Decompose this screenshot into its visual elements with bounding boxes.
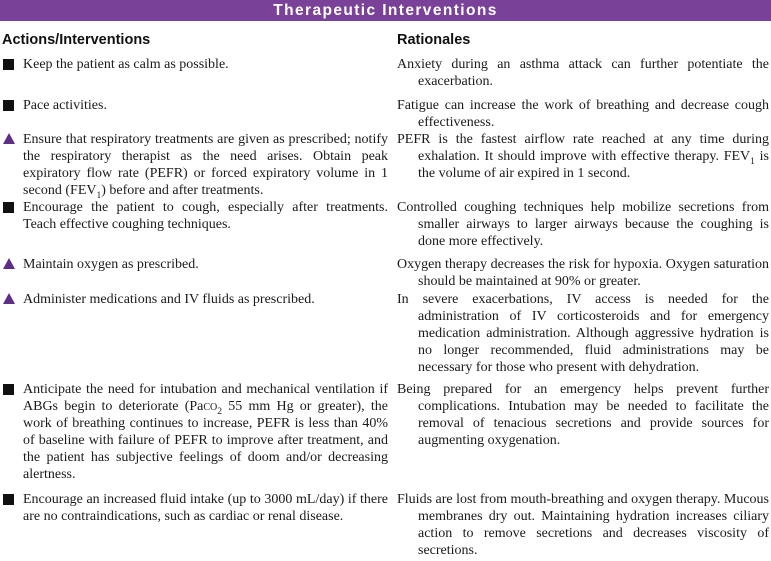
action-text: Maintain oxygen as prescribed. (23, 257, 199, 272)
table-row (2, 381, 769, 491)
action-cell (2, 131, 388, 199)
title-bar (0, 0, 771, 21)
table-row (2, 97, 769, 131)
action-cell (2, 56, 388, 73)
column-headers (2, 21, 769, 56)
rationales-column-header: Rationales (397, 32, 471, 48)
action-cell (2, 199, 388, 233)
triangle-bullet-icon (3, 258, 15, 269)
rationale-text: Oxygen therapy decreases the risk for hypoxia. Oxygen saturation should be maintained at 90% or greater. (397, 257, 769, 289)
rationale-text: Being prepared for an emergency helps prevent further complications. Intubation may be needed to facilitate the removal of tenacious secretions and provide sources for augmenting oxygenation. (397, 382, 769, 448)
rationale-text: Anxiety during an asthma attack can further potentiate the exacerbation. (397, 57, 769, 89)
gutter (388, 33, 397, 48)
action-cell (2, 256, 388, 273)
square-bullet-icon (3, 59, 14, 70)
rationale-text: PEFR is the fastest airflow rate reached at any time during exhalation. It should improve with effective therapy. $FEV_1$ is the volume of air expired in 1 second. (397, 132, 769, 181)
square-bullet-icon (3, 202, 14, 213)
square-bullet-icon (3, 384, 14, 395)
rationale-cell (397, 56, 769, 90)
rationale-text: Fatigue can increase the work of breathing and decrease cough effectiveness. (397, 98, 769, 130)
action-text: Ensure that respiratory treatments are given as prescribed; notify the respiratory therapist as the need arises. Obtain peak expiratory flow rate (PEFR) or forced expiratory volume in 1 second $(FEV_1)$ before and after treatments. (23, 132, 388, 201)
rationale-cell (397, 291, 769, 376)
table-row (2, 131, 769, 199)
action-cell (2, 291, 388, 308)
table-body (2, 56, 769, 559)
rationale-cell (397, 491, 769, 559)
action-cell (2, 97, 388, 114)
square-bullet-icon (3, 100, 14, 111)
rationale-cell (397, 131, 769, 182)
page-title: Therapeutic Interventions (273, 1, 498, 19)
action-cell (2, 381, 388, 483)
table-row (2, 491, 769, 559)
action-text: Administer medications and IV fluids as prescribed. (23, 292, 315, 307)
rationale-cell (397, 256, 769, 290)
action-text: Pace activities. (23, 98, 107, 113)
actions-column-header: Actions/Interventions (2, 32, 151, 48)
action-text: Encourage an increased fluid intake (up to 3000 mL/day) if there are no contraindications, such as cardiac or renal disease. (23, 492, 388, 524)
table-row (2, 199, 769, 256)
care-plan-table (0, 21, 771, 559)
triangle-bullet-icon (3, 133, 15, 144)
action-text: Keep the patient as calm as possible. (23, 57, 229, 72)
table-row (2, 291, 769, 381)
rationale-text: In severe exacerbations, IV access is needed for the administration of IV corticosteroids and for emergency medication administration. Although aggressive hydration is no longer recommended, fluid administrations may be necessary for those who present with dehydration. (397, 292, 769, 375)
table-row (2, 56, 769, 97)
square-bullet-icon (3, 494, 14, 505)
action-text: Encourage the patient to cough, especially after treatments. Teach effective coughing techniques. (23, 200, 388, 232)
rationale-text: Controlled coughing techniques help mobilize secretions from smaller airways to larger airways because the coughing is done more effectively. (397, 200, 769, 249)
action-text: Anticipate the need for intubation and mechanical ventilation if ABGs begin to deteriorate (Paco$_2$ 55 mm Hg or greater), the work of breathing continues to increase, PEFR is less than 40% of baseline with failure of PEFR to improve after treatment, and the patient has subjective feelings of doom and/or decreasing alertness. (23, 382, 388, 482)
rationale-cell (397, 381, 769, 449)
rationale-cell (397, 97, 769, 131)
action-cell (2, 491, 388, 525)
rationale-text: Fluids are lost from mouth-breathing and oxygen therapy. Mucous membranes dry out. Maintaining hydration increases ciliary action to remove secretions and decreases viscosity of secretions. (397, 492, 769, 558)
triangle-bullet-icon (3, 293, 15, 304)
table-row (2, 256, 769, 291)
rationale-cell (397, 199, 769, 250)
